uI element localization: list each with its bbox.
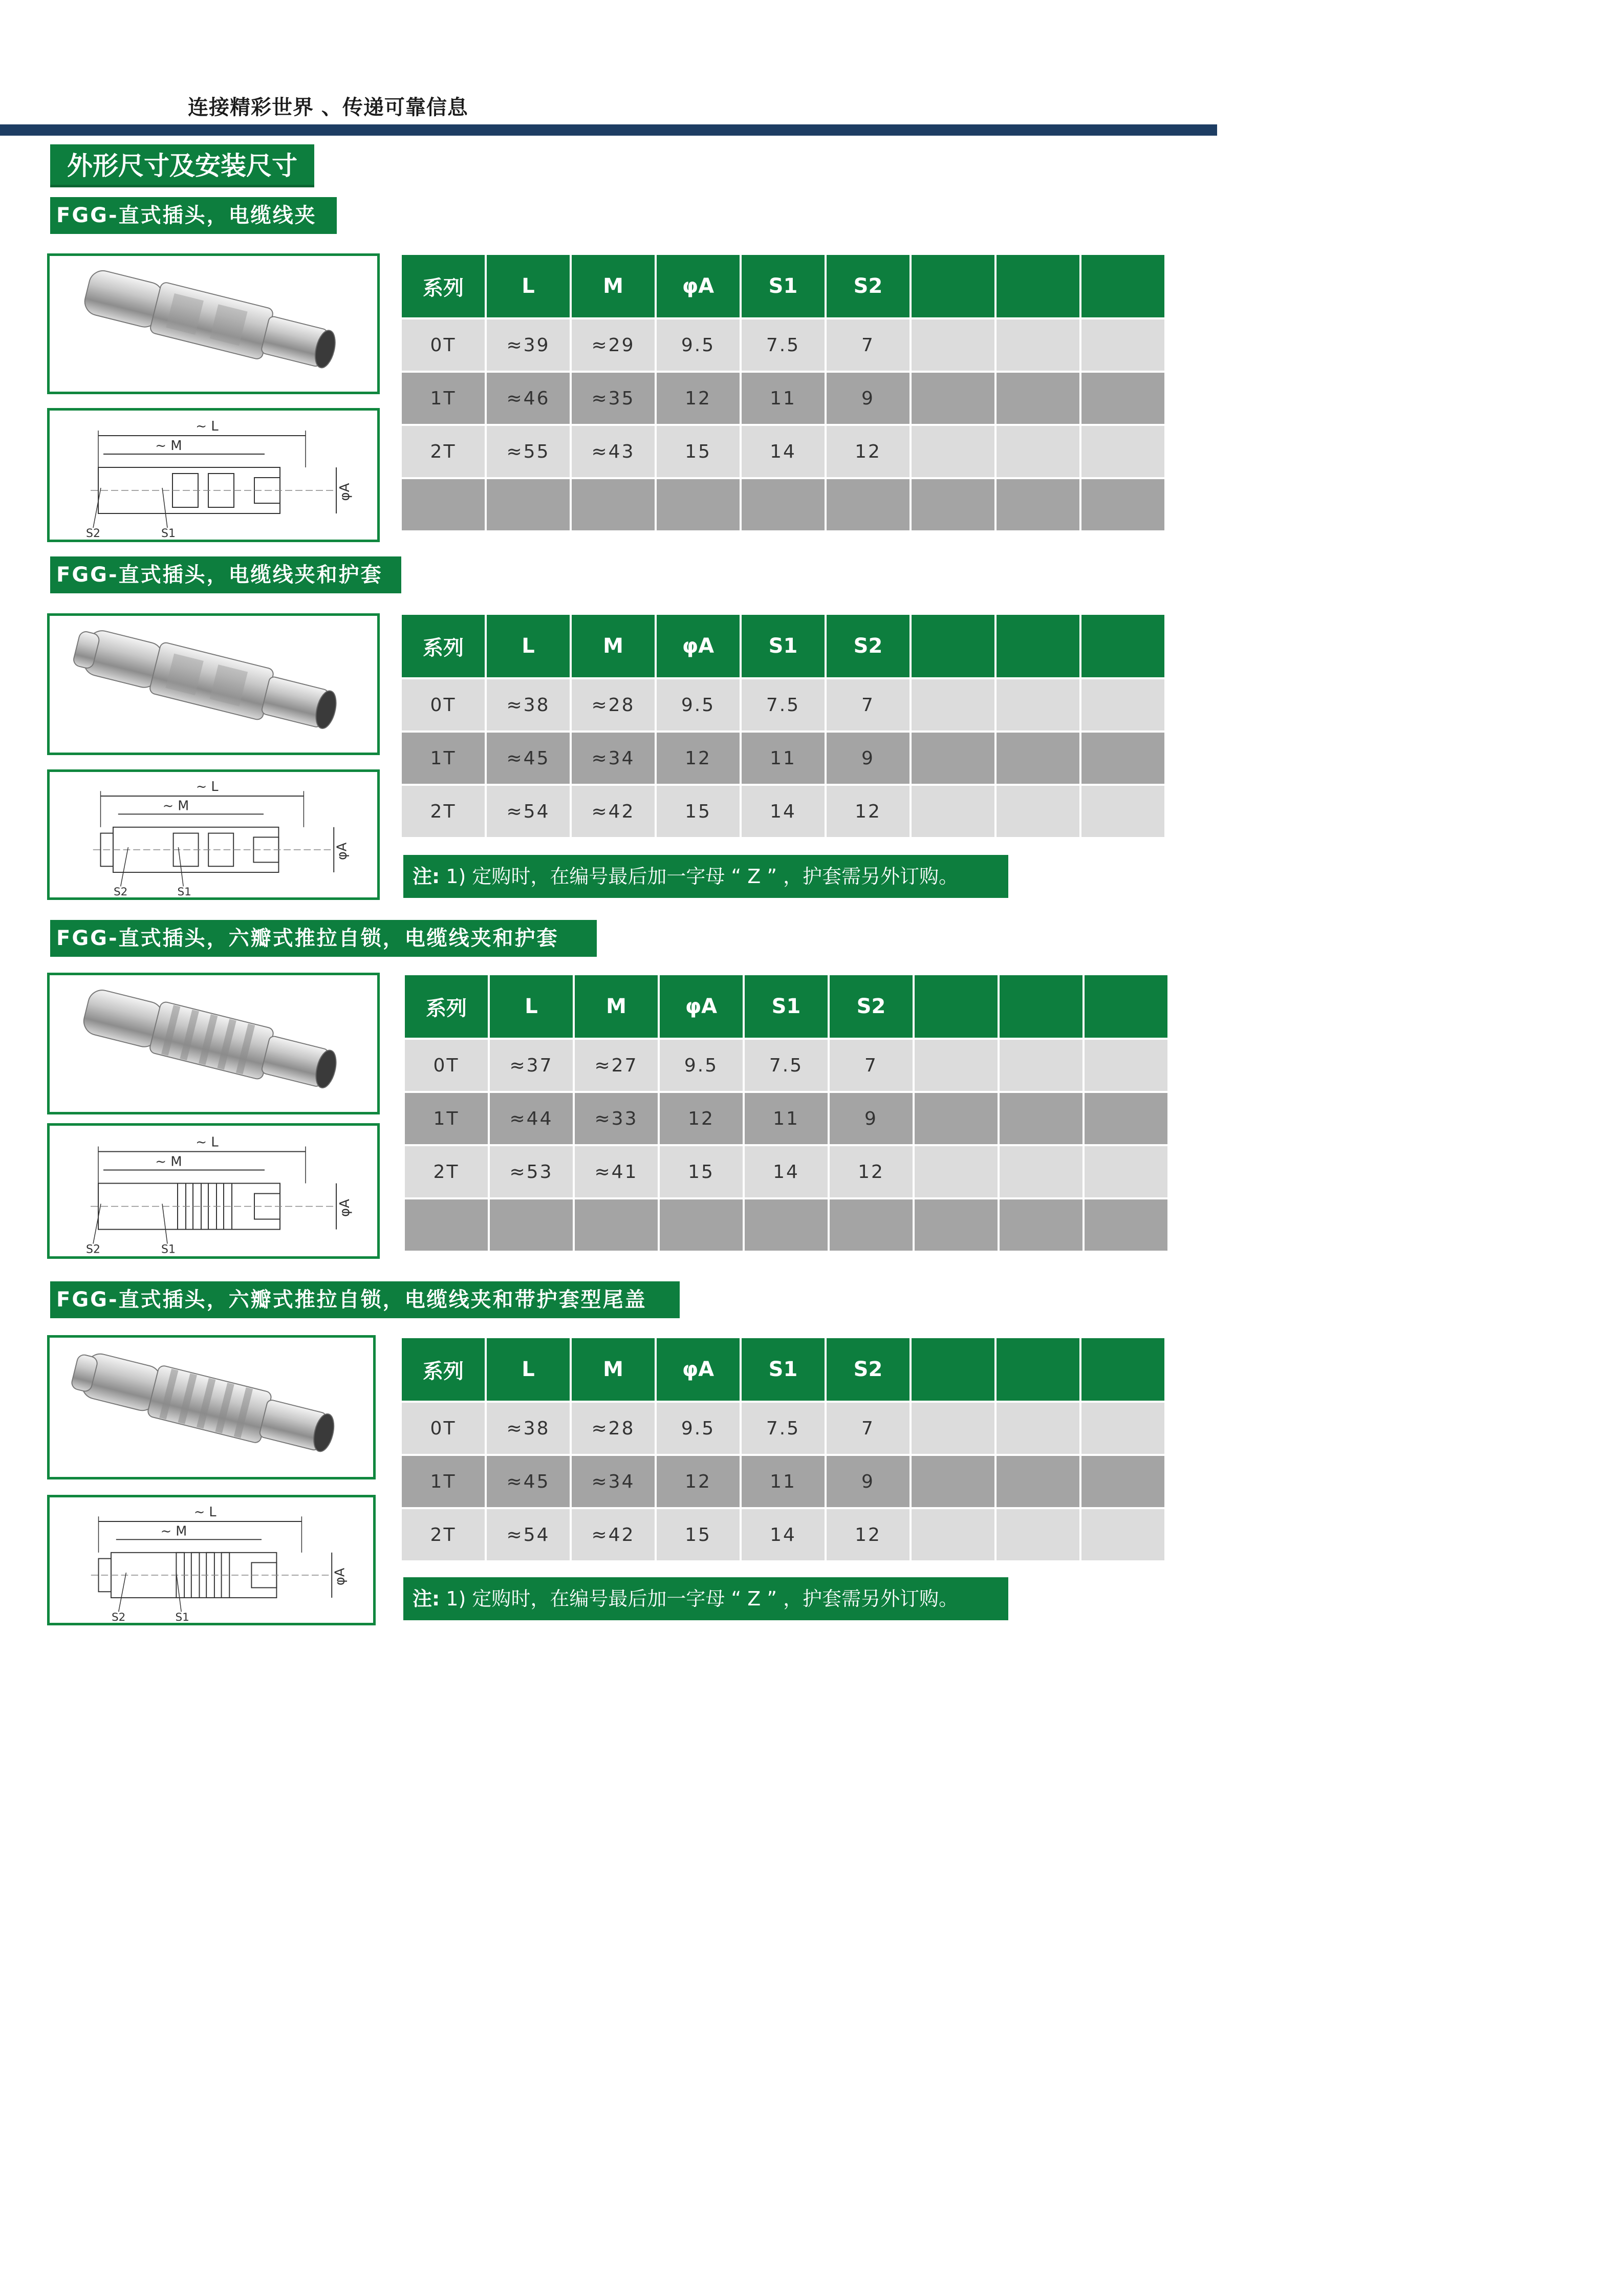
- table-cell: 1T: [405, 1093, 488, 1144]
- table-cell: [1081, 1456, 1164, 1507]
- column-header: S2: [827, 1338, 910, 1401]
- column-header: [997, 1338, 1079, 1401]
- table-cell: [997, 479, 1079, 530]
- table-cell: [1000, 1146, 1082, 1197]
- connector-photo: [47, 1335, 376, 1479]
- dimension-drawing-svg: [50, 411, 377, 540]
- table-row: [405, 1146, 1167, 1197]
- table-row: [402, 1403, 1164, 1454]
- table-cell: 7.5: [742, 1403, 825, 1454]
- spec-table: [403, 973, 1170, 1253]
- table-cell: 12: [827, 1509, 910, 1560]
- table-cell: 9: [827, 373, 910, 424]
- table-cell: 12: [657, 733, 740, 784]
- table-cell: [1081, 733, 1164, 784]
- dimension-drawing-svg: [50, 1497, 373, 1623]
- column-header: 系列: [402, 615, 485, 677]
- table-cell: [997, 373, 1079, 424]
- table-cell: [1081, 1403, 1164, 1454]
- table-cell: 14: [742, 426, 825, 477]
- table-cell: [915, 1040, 998, 1091]
- table-cell: 7: [827, 319, 910, 371]
- table-cell: ≈34: [572, 1456, 655, 1507]
- table-cell: ≈43: [572, 426, 655, 477]
- table-cell: 0T: [402, 1403, 485, 1454]
- table-cell: [490, 1199, 573, 1251]
- table-cell: [997, 679, 1079, 731]
- order-note: [403, 1577, 1008, 1620]
- note-label: 注:: [413, 865, 440, 888]
- table-cell: ≈44: [490, 1093, 573, 1144]
- table-cell: 9.5: [657, 679, 740, 731]
- column-header: M: [572, 255, 655, 317]
- table-row: [402, 426, 1164, 477]
- dim-label-s1: S1: [161, 527, 176, 540]
- table-row: [405, 1199, 1167, 1251]
- table-cell: 15: [657, 786, 740, 837]
- section-title: FGG-直式插头，电缆线夹和护套: [50, 556, 401, 593]
- table-cell: [1085, 1146, 1167, 1197]
- table-row: [402, 679, 1164, 731]
- table-cell: [487, 479, 570, 530]
- column-header: [912, 255, 994, 317]
- connector-image: [50, 616, 377, 753]
- dim-label-m: ~ M: [155, 1154, 182, 1170]
- column-header: [997, 255, 1079, 317]
- header-bar: [0, 124, 1217, 136]
- column-header: M: [575, 975, 658, 1038]
- dim-label-phi-a: φA: [337, 483, 353, 501]
- table-cell: [1081, 679, 1164, 731]
- table-cell: [912, 479, 994, 530]
- table-cell: 9.5: [657, 1403, 740, 1454]
- table-cell: [1081, 786, 1164, 837]
- table-cell: ≈54: [487, 786, 570, 837]
- table-cell: 7.5: [745, 1040, 828, 1091]
- table-cell: [1081, 426, 1164, 477]
- column-header: M: [572, 1338, 655, 1401]
- dim-label-s2: S2: [114, 886, 128, 897]
- dim-label-l: ~ L: [196, 419, 219, 434]
- column-header: L: [487, 1338, 570, 1401]
- column-header: L: [490, 975, 573, 1038]
- table-cell: [1081, 373, 1164, 424]
- table-header-row: [402, 255, 1164, 317]
- table-cell: [1081, 1509, 1164, 1560]
- table-cell: 7.5: [742, 679, 825, 731]
- column-header: M: [572, 615, 655, 677]
- table-cell: ≈28: [572, 679, 655, 731]
- table-cell: 11: [745, 1093, 828, 1144]
- table-cell: 9: [830, 1093, 913, 1144]
- dim-label-l: ~ L: [193, 1505, 216, 1520]
- table-cell: [997, 1509, 1079, 1560]
- column-header: φA: [657, 255, 740, 317]
- table-cell: ≈53: [490, 1146, 573, 1197]
- table-cell: 0T: [402, 679, 485, 731]
- table-row: [402, 733, 1164, 784]
- dim-label-s1: S1: [175, 1611, 189, 1623]
- spec-table: [400, 1336, 1166, 1562]
- note-text: 1) 定购时，在编号最后加一字母 “ Z ” ，护套需另外订购。: [440, 865, 959, 888]
- table-cell: [1081, 479, 1164, 530]
- table-cell: 15: [657, 1509, 740, 1560]
- table-cell: 14: [742, 786, 825, 837]
- dimension-drawing-svg: [50, 1126, 377, 1256]
- dim-label-s2: S2: [86, 1243, 100, 1256]
- dimension-drawing-svg: [50, 772, 377, 897]
- table-cell: 2T: [402, 786, 485, 837]
- table-cell: 12: [827, 426, 910, 477]
- table-cell: ≈45: [487, 1456, 570, 1507]
- table-cell: 12: [657, 373, 740, 424]
- note-text: 1) 定购时，在编号最后加一字母 “ Z ” ，护套需另外订购。: [440, 1587, 959, 1610]
- table-cell: [405, 1199, 488, 1251]
- table-cell: ≈27: [575, 1040, 658, 1091]
- table-header-row: [405, 975, 1167, 1038]
- table-cell: 12: [830, 1146, 913, 1197]
- table-cell: 11: [742, 373, 825, 424]
- table-cell: [1000, 1199, 1082, 1251]
- dim-label-s1: S1: [177, 886, 191, 897]
- table-row: [402, 373, 1164, 424]
- table-cell: [1000, 1093, 1082, 1144]
- table-cell: [745, 1199, 828, 1251]
- column-header: 系列: [405, 975, 488, 1038]
- table-cell: 2T: [402, 1509, 485, 1560]
- table-cell: [912, 373, 994, 424]
- column-header: [997, 615, 1079, 677]
- spec-table: [400, 613, 1166, 839]
- table-cell: [912, 733, 994, 784]
- table-cell: ≈45: [487, 733, 570, 784]
- column-header: L: [487, 615, 570, 677]
- column-header: S1: [745, 975, 828, 1038]
- table-cell: 1T: [402, 1456, 485, 1507]
- column-header: S1: [742, 1338, 825, 1401]
- column-header: S2: [830, 975, 913, 1038]
- table-cell: 9: [827, 1456, 910, 1507]
- dim-label-m: ~ M: [155, 438, 182, 454]
- table-cell: 7: [830, 1040, 913, 1091]
- table-cell: 0T: [402, 319, 485, 371]
- column-header: S2: [827, 255, 910, 317]
- table-cell: [997, 733, 1079, 784]
- table-row: [402, 1456, 1164, 1507]
- table-cell: 9: [827, 733, 910, 784]
- table-cell: [912, 1403, 994, 1454]
- table-cell: ≈38: [487, 1403, 570, 1454]
- table-cell: 14: [742, 1509, 825, 1560]
- connector-image: [50, 1338, 373, 1477]
- table-cell: [575, 1199, 658, 1251]
- column-header: [912, 615, 994, 677]
- table-cell: [912, 679, 994, 731]
- dimension-drawing: [47, 1123, 380, 1259]
- table-cell: [997, 1403, 1079, 1454]
- table-cell: [912, 426, 994, 477]
- spec-table: [400, 253, 1166, 532]
- order-note: [403, 855, 1008, 898]
- connector-photo: [47, 613, 380, 755]
- column-header: φA: [660, 975, 743, 1038]
- connector-image: [50, 975, 377, 1112]
- dimension-drawing: [47, 408, 380, 542]
- table-cell: 0T: [405, 1040, 488, 1091]
- table-cell: [915, 1199, 998, 1251]
- table-cell: [572, 479, 655, 530]
- note-label: 注:: [413, 1587, 440, 1610]
- dim-label-l: ~ L: [196, 779, 219, 795]
- table-header-row: [402, 615, 1164, 677]
- table-cell: 2T: [402, 426, 485, 477]
- table-cell: 12: [657, 1456, 740, 1507]
- table-cell: [997, 319, 1079, 371]
- table-cell: ≈34: [572, 733, 655, 784]
- column-header: [915, 975, 998, 1038]
- column-header: φA: [657, 1338, 740, 1401]
- table-cell: 14: [745, 1146, 828, 1197]
- column-header: [1000, 975, 1082, 1038]
- table-cell: 9.5: [660, 1040, 743, 1091]
- table-cell: 9.5: [657, 319, 740, 371]
- connector-photo: [47, 973, 380, 1114]
- table-cell: ≈41: [575, 1146, 658, 1197]
- table-header-row: [402, 1338, 1164, 1401]
- column-header: S2: [827, 615, 910, 677]
- column-header: L: [487, 255, 570, 317]
- table-cell: [915, 1146, 998, 1197]
- table-cell: [912, 1509, 994, 1560]
- dim-label-s2: S2: [86, 527, 100, 540]
- table-cell: 11: [742, 733, 825, 784]
- dim-label-m: ~ M: [160, 1523, 187, 1539]
- table-cell: 1T: [402, 733, 485, 784]
- table-row: [402, 319, 1164, 371]
- section-title: FGG-直式插头，电缆线夹: [50, 197, 337, 234]
- table-cell: 15: [657, 426, 740, 477]
- table-cell: [997, 786, 1079, 837]
- column-header: 系列: [402, 255, 485, 317]
- dim-label-l: ~ L: [196, 1134, 219, 1150]
- dimension-drawing: [47, 1495, 376, 1625]
- table-cell: [657, 479, 740, 530]
- table-cell: [660, 1199, 743, 1251]
- table-cell: [1085, 1199, 1167, 1251]
- column-header: [1085, 975, 1167, 1038]
- table-cell: ≈46: [487, 373, 570, 424]
- page-title: 外形尺寸及安装尺寸: [50, 144, 314, 187]
- dim-label-s1: S1: [161, 1243, 176, 1256]
- table-row: [402, 786, 1164, 837]
- section-title: FGG-直式插头，六瓣式推拉自锁，电缆线夹和带护套型尾盖: [50, 1281, 680, 1318]
- table-cell: [912, 319, 994, 371]
- column-header: S1: [742, 255, 825, 317]
- table-cell: [1085, 1093, 1167, 1144]
- section-title: FGG-直式插头，六瓣式推拉自锁，电缆线夹和护套: [50, 920, 597, 957]
- table-cell: 7.5: [742, 319, 825, 371]
- table-cell: ≈42: [572, 1509, 655, 1560]
- table-cell: 12: [660, 1093, 743, 1144]
- dim-label-phi-a: φA: [337, 1199, 353, 1217]
- dim-label-m: ~ M: [162, 798, 189, 814]
- table-cell: [742, 479, 825, 530]
- table-cell: ≈28: [572, 1403, 655, 1454]
- table-cell: [402, 479, 485, 530]
- table-cell: ≈54: [487, 1509, 570, 1560]
- table-cell: [997, 426, 1079, 477]
- table-cell: 15: [660, 1146, 743, 1197]
- table-cell: ≈35: [572, 373, 655, 424]
- table-cell: 2T: [405, 1146, 488, 1197]
- column-header: [1081, 255, 1164, 317]
- column-header: 系列: [402, 1338, 485, 1401]
- column-header: [1081, 1338, 1164, 1401]
- table-row: [402, 479, 1164, 530]
- table-cell: [912, 786, 994, 837]
- table-cell: [830, 1199, 913, 1251]
- column-header: [1081, 615, 1164, 677]
- header-tagline: 连接精彩世界 、传递可靠信息: [188, 96, 468, 119]
- table-cell: 7: [827, 679, 910, 731]
- table-cell: [997, 1456, 1079, 1507]
- dim-label-phi-a: φA: [334, 842, 350, 860]
- table-row: [402, 1509, 1164, 1560]
- table-cell: [915, 1093, 998, 1144]
- column-header: [912, 1338, 994, 1401]
- table-cell: ≈37: [490, 1040, 573, 1091]
- table-row: [405, 1040, 1167, 1091]
- column-header: φA: [657, 615, 740, 677]
- table-cell: ≈29: [572, 319, 655, 371]
- dimension-drawing: [47, 769, 380, 900]
- connector-photo: [47, 253, 380, 394]
- table-cell: [1085, 1040, 1167, 1091]
- column-header: S1: [742, 615, 825, 677]
- table-cell: ≈38: [487, 679, 570, 731]
- table-cell: ≈55: [487, 426, 570, 477]
- table-cell: [1000, 1040, 1082, 1091]
- dim-label-phi-a: φA: [332, 1568, 348, 1585]
- table-cell: ≈39: [487, 319, 570, 371]
- table-cell: 7: [827, 1403, 910, 1454]
- table-cell: [1081, 319, 1164, 371]
- dim-label-s2: S2: [112, 1611, 126, 1623]
- table-cell: 1T: [402, 373, 485, 424]
- connector-image: [50, 256, 377, 392]
- table-cell: [827, 479, 910, 530]
- table-row: [405, 1093, 1167, 1144]
- table-cell: 12: [827, 786, 910, 837]
- table-cell: [912, 1456, 994, 1507]
- table-cell: 11: [742, 1456, 825, 1507]
- table-cell: ≈33: [575, 1093, 658, 1144]
- table-cell: ≈42: [572, 786, 655, 837]
